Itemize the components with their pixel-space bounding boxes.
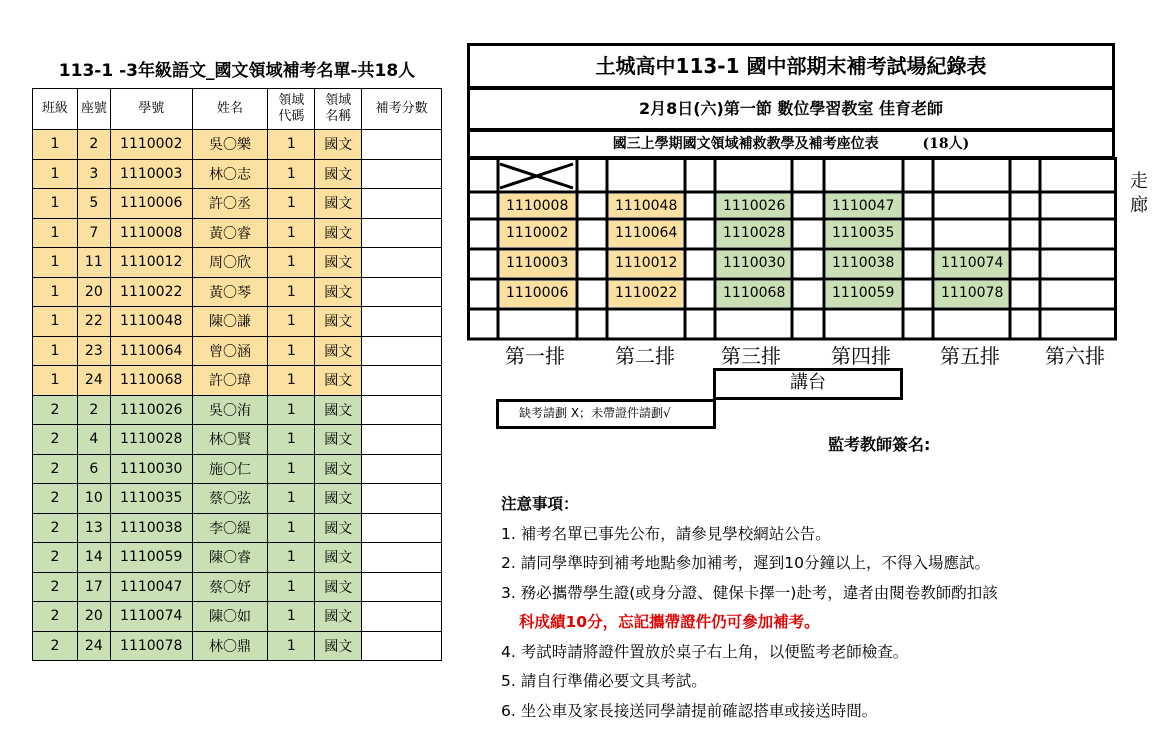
roster-cell — [362, 425, 442, 455]
seat-cell: 1110074 — [935, 251, 1008, 277]
roster-cell: 國文 — [315, 425, 362, 455]
roster-cell: 國文 — [315, 543, 362, 573]
seat-cell: 1110028 — [717, 221, 790, 247]
roster-cell: 1110047 — [110, 572, 192, 602]
roster-cell: 1 — [268, 513, 315, 543]
roster-cell: 1110026 — [110, 395, 192, 425]
seat-cell: 1110078 — [935, 281, 1008, 307]
header-domain-code: 領域代碼 — [268, 89, 315, 130]
roster-row — [33, 336, 442, 366]
roster-row — [33, 425, 442, 455]
roster-cell: 2 — [77, 130, 110, 160]
roster-cell: 24 — [77, 366, 110, 396]
roster-cell: 曾〇涵 — [192, 336, 268, 366]
roster-cell: 國文 — [315, 130, 362, 160]
roster-cell: 1 — [268, 130, 315, 160]
seat-cell: 1110003 — [500, 251, 575, 277]
roster-cell: 1 — [33, 159, 78, 189]
roster-cell: 國文 — [315, 454, 362, 484]
roster-cell: 國文 — [315, 484, 362, 514]
roster-row — [33, 130, 442, 160]
roster-cell — [362, 543, 442, 573]
note-item: 1. 補考名單已事先公布，請參見學校網站公告。 — [501, 524, 831, 543]
roster-cell: 1 — [268, 602, 315, 632]
roster-cell: 1 — [33, 307, 78, 337]
roster-cell: 1 — [268, 425, 315, 455]
roster-cell: 吳〇洧 — [192, 395, 268, 425]
header-student-id: 學號 — [110, 89, 192, 130]
roster-header-row — [33, 89, 442, 130]
roster-cell: 1 — [268, 484, 315, 514]
note-item: 4. 考試時請將證件置放於桌子右上角，以便監考老師檢查。 — [501, 642, 909, 661]
roster-cell — [362, 602, 442, 632]
roster-row — [33, 572, 442, 602]
roster-cell: 2 — [33, 602, 78, 632]
seat-cell: 1110059 — [826, 281, 901, 307]
roster-cell: 5 — [77, 189, 110, 219]
seating-subtitle: 國三上學期國文領域補救教學及補考座位表 (18人) — [467, 129, 1115, 159]
roster-cell: 國文 — [315, 572, 362, 602]
seat-cell: 1110008 — [500, 194, 575, 217]
roster-cell: 蔡〇弦 — [192, 484, 268, 514]
roster-cell: 1110030 — [110, 454, 192, 484]
seat-cell: 1110002 — [500, 221, 575, 247]
roster-cell: 國文 — [315, 307, 362, 337]
row-label-5: 第五排 — [940, 344, 1000, 368]
note-item: 3. 務必攜帶學生證(或身分證、健保卡擇一)赴考，違者由閱卷教師酌扣該 — [501, 583, 998, 602]
note-item: 2. 請同學準時到補考地點參加補考，遲到10分鐘以上，不得入場應試。 — [501, 554, 990, 572]
roster-cell: 2 — [33, 543, 78, 573]
roster-cell: 1 — [268, 189, 315, 219]
roster-cell: 6 — [77, 454, 110, 484]
note-item: 5. 請自行準備必要文具考試。 — [501, 672, 707, 690]
roster-cell: 吳〇樂 — [192, 130, 268, 160]
record-title: 土城高中113-1 國中部期末補考試場紀錄表 — [467, 43, 1115, 89]
roster-cell: 2 — [33, 572, 78, 602]
roster-cell: 1110064 — [110, 336, 192, 366]
roster-cell: 1 — [268, 248, 315, 278]
roster-table — [32, 88, 442, 661]
roster-row — [33, 307, 442, 337]
roster-row — [33, 159, 442, 189]
header-seat: 座號 — [77, 89, 110, 130]
roster-title: 113-1 -3年級語文_國文領域補考名單-共18人 — [58, 61, 416, 81]
roster-cell: 許〇瑋 — [192, 366, 268, 396]
roster-cell: 1 — [33, 277, 78, 307]
roster-cell: 陳〇如 — [192, 602, 268, 632]
notes-title: 注意事項： — [501, 495, 579, 513]
corridor-label: 走 廊 — [1130, 171, 1148, 216]
roster-cell: 國文 — [315, 513, 362, 543]
roster-cell: 13 — [77, 513, 110, 543]
roster-cell — [362, 159, 442, 189]
seat-cell: 1110038 — [826, 251, 901, 277]
seat-cell: 1110047 — [826, 194, 901, 217]
roster-cell: 1110068 — [110, 366, 192, 396]
roster-cell: 1 — [268, 218, 315, 248]
roster-cell: 1110078 — [110, 631, 192, 661]
seat-cell: 1110064 — [609, 221, 683, 247]
roster-row — [33, 218, 442, 248]
header-score: 補考分數 — [362, 89, 442, 130]
roster-cell — [362, 572, 442, 602]
seat-cell: 1110026 — [717, 194, 790, 217]
roster-cell: 1 — [268, 336, 315, 366]
roster-cell: 國文 — [315, 602, 362, 632]
roster-cell — [362, 454, 442, 484]
roster-row — [33, 248, 442, 278]
roster-cell: 1 — [268, 572, 315, 602]
roster-cell: 2 — [77, 395, 110, 425]
roster-cell: 林〇鼎 — [192, 631, 268, 661]
absent-cross — [500, 164, 573, 188]
roster-cell: 17 — [77, 572, 110, 602]
roster-cell: 國文 — [315, 395, 362, 425]
roster-cell: 1110035 — [110, 484, 192, 514]
roster-cell: 1110022 — [110, 277, 192, 307]
roster-cell: 國文 — [315, 366, 362, 396]
roster-cell: 11 — [77, 248, 110, 278]
roster-cell: 1110003 — [110, 159, 192, 189]
seating-grid — [467, 157, 1119, 341]
roster-cell: 1 — [33, 336, 78, 366]
roster-cell — [362, 307, 442, 337]
row-label-4: 第四排 — [831, 344, 891, 368]
roster-cell: 10 — [77, 484, 110, 514]
roster-cell — [362, 248, 442, 278]
header-domain-name: 領域名稱 — [315, 89, 362, 130]
roster-cell: 黃〇琴 — [192, 277, 268, 307]
roster-cell: 蔡〇妤 — [192, 572, 268, 602]
note-item: 6. 坐公車及家長接送同學請提前確認搭車或接送時間。 — [501, 701, 878, 720]
roster-cell: 2 — [33, 395, 78, 425]
roster-cell: 林〇志 — [192, 159, 268, 189]
roster-cell: 黃〇睿 — [192, 218, 268, 248]
roster-cell: 1110048 — [110, 307, 192, 337]
roster-row — [33, 543, 442, 573]
roster-row — [33, 602, 442, 632]
roster-cell: 2 — [33, 484, 78, 514]
row-label-1: 第一排 — [505, 344, 565, 368]
seat-cell: 1110030 — [717, 251, 790, 277]
roster-body — [33, 130, 442, 661]
roster-cell: 24 — [77, 631, 110, 661]
header-class: 班級 — [33, 89, 78, 130]
roster-cell — [362, 484, 442, 514]
roster-cell — [362, 218, 442, 248]
seat-cell: 1110068 — [717, 281, 790, 307]
roster-cell: 1 — [268, 277, 315, 307]
roster-cell: 2 — [33, 454, 78, 484]
roster-row — [33, 454, 442, 484]
roster-cell: 1 — [268, 631, 315, 661]
roster-cell: 1 — [33, 189, 78, 219]
roster-cell: 1 — [268, 366, 315, 396]
roster-row — [33, 366, 442, 396]
roster-cell: 1110002 — [110, 130, 192, 160]
note-item-warning: 科成績10分，忘記攜帶證件仍可參加補考。 — [519, 613, 820, 631]
roster-cell: 20 — [77, 602, 110, 632]
roster-row — [33, 631, 442, 661]
session-info: 2月8日(六)第一節 數位學習教室 佳育老師 — [467, 87, 1115, 131]
roster-cell: 3 — [77, 159, 110, 189]
roster-cell — [362, 189, 442, 219]
roster-cell: 1 — [268, 395, 315, 425]
roster-cell: 1 — [268, 307, 315, 337]
roster-cell: 許〇丞 — [192, 189, 268, 219]
roster-cell: 1110008 — [110, 218, 192, 248]
roster-cell: 李〇緹 — [192, 513, 268, 543]
roster-row — [33, 395, 442, 425]
roster-cell: 國文 — [315, 218, 362, 248]
roster-cell: 1110038 — [110, 513, 192, 543]
roster-cell: 國文 — [315, 189, 362, 219]
roster-cell: 1110012 — [110, 248, 192, 278]
roster-cell: 23 — [77, 336, 110, 366]
roster-cell: 1 — [268, 543, 315, 573]
roster-cell: 1 — [33, 130, 78, 160]
roster-cell — [362, 277, 442, 307]
roster-cell: 周〇欣 — [192, 248, 268, 278]
proctor-signature-label: 監考教師簽名: — [828, 435, 931, 454]
roster-cell — [362, 336, 442, 366]
roster-cell: 陳〇謙 — [192, 307, 268, 337]
roster-cell: 施〇仁 — [192, 454, 268, 484]
roster-cell: 國文 — [315, 631, 362, 661]
roster-cell — [362, 130, 442, 160]
roster-cell: 1110059 — [110, 543, 192, 573]
roster-row — [33, 484, 442, 514]
roster-cell: 7 — [77, 218, 110, 248]
row-label-2: 第二排 — [615, 344, 675, 368]
row-label-3: 第三排 — [721, 344, 781, 368]
roster-cell: 1 — [33, 248, 78, 278]
roster-cell: 4 — [77, 425, 110, 455]
roster-cell: 20 — [77, 277, 110, 307]
roster-cell — [362, 366, 442, 396]
roster-cell: 2 — [33, 513, 78, 543]
roster-cell: 1110006 — [110, 189, 192, 219]
roster-cell: 1110028 — [110, 425, 192, 455]
row-label-6: 第六排 — [1045, 344, 1105, 368]
platform-box: 講台 — [713, 368, 903, 400]
roster-cell: 國文 — [315, 336, 362, 366]
roster-row — [33, 277, 442, 307]
roster-row — [33, 513, 442, 543]
roster-cell: 國文 — [315, 248, 362, 278]
header-name: 姓名 — [192, 89, 268, 130]
roster-cell — [362, 395, 442, 425]
notes-section — [501, 490, 998, 726]
roster-cell: 2 — [33, 425, 78, 455]
roster-cell: 1 — [33, 218, 78, 248]
roster-cell — [362, 631, 442, 661]
seat-cell: 1110035 — [826, 221, 901, 247]
roster-cell: 14 — [77, 543, 110, 573]
legend-box: 缺考請劃 X；未帶證件請劃√ — [496, 399, 716, 429]
roster-cell: 國文 — [315, 277, 362, 307]
seat-cell: 1110048 — [609, 194, 683, 217]
seat-cell: 1110022 — [609, 281, 683, 307]
roster-cell — [362, 513, 442, 543]
roster-cell: 22 — [77, 307, 110, 337]
roster-cell: 2 — [33, 631, 78, 661]
seat-cell: 1110006 — [500, 281, 575, 307]
roster-cell: 國文 — [315, 159, 362, 189]
roster-cell: 1 — [33, 366, 78, 396]
roster-cell: 1 — [268, 454, 315, 484]
roster-cell: 陳〇睿 — [192, 543, 268, 573]
roster-row — [33, 189, 442, 219]
roster-cell: 林〇賢 — [192, 425, 268, 455]
roster-cell: 1110074 — [110, 602, 192, 632]
roster-cell: 1 — [268, 159, 315, 189]
seat-cell: 1110012 — [609, 251, 683, 277]
